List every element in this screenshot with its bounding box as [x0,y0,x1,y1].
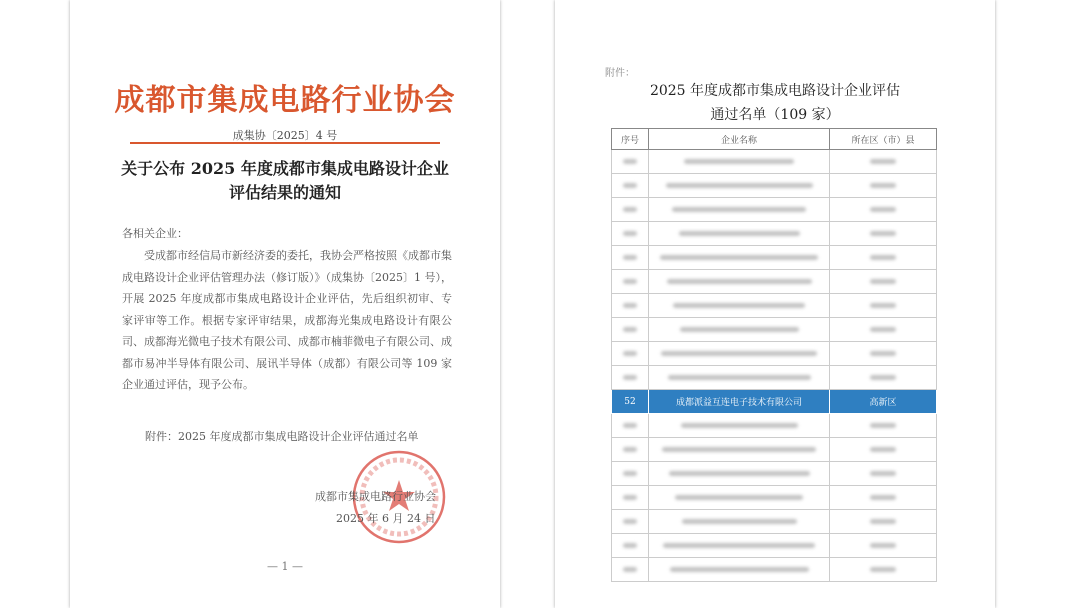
header-no: 序号 [612,129,649,150]
redacted-text [623,327,637,332]
table-row [612,558,937,582]
redacted-text [870,423,896,428]
blurred-cell [649,534,830,558]
blurred-cell [649,342,830,366]
redacted-text [623,351,637,356]
blurred-cell [612,270,649,294]
blurred-cell [830,270,937,294]
blurred-cell [830,414,937,438]
redacted-text [870,351,896,356]
blurred-cell [649,222,830,246]
redacted-text [673,303,805,308]
table-row [612,174,937,198]
table-row [612,486,937,510]
redacted-text [870,471,896,476]
blurred-cell [649,270,830,294]
redacted-text [623,567,637,572]
redacted-text [672,207,806,212]
blurred-cell [649,150,830,174]
blurred-cell [612,246,649,270]
table-row [612,150,937,174]
redacted-text [668,375,811,380]
redacted-text [870,303,896,308]
blurred-cell [612,294,649,318]
redacted-text [623,375,637,380]
redacted-text [623,279,637,284]
redacted-text [870,543,896,548]
blurred-cell [612,174,649,198]
blurred-cell [830,366,937,390]
blurred-cell [612,462,649,486]
notice-page [70,0,500,608]
redacted-text [680,327,799,332]
redacted-text [870,519,896,524]
table-row [612,438,937,462]
redacted-text [623,183,637,188]
blurred-cell [612,342,649,366]
blurred-cell [830,222,937,246]
blurred-cell [612,150,649,174]
title-line-2: 评估结果的通知 [228,183,341,202]
list-title-1: 2025 年度成都市集成电路设计企业评估 [649,83,901,99]
redacted-text [623,159,637,164]
redacted-text [623,495,637,500]
redacted-text [623,231,637,236]
list-title-2: 通过名单（109 家） [710,107,840,123]
blurred-cell [830,534,937,558]
blurred-cell [830,294,937,318]
redacted-text [684,159,794,164]
redacted-text [870,495,896,500]
blurred-cell [612,486,649,510]
blurred-cell [830,174,937,198]
redacted-text [623,519,637,524]
redacted-text [623,423,637,428]
redacted-text [870,567,896,572]
table-row [612,390,937,414]
notice-title [110,157,460,205]
attachment-page [555,0,995,608]
blurred-cell [649,510,830,534]
highlight-district: 高新区 [830,390,937,414]
table-row [612,246,937,270]
redacted-text [682,519,797,524]
table-row [612,198,937,222]
blurred-cell [649,438,830,462]
table-row [612,366,937,390]
blurred-cell [830,510,937,534]
page-number: — 1 — [267,560,303,573]
redacted-text [660,255,818,260]
doc-number: 成集协〔2025〕4 号 [232,129,338,142]
blurred-cell [612,366,649,390]
table-row [612,534,937,558]
redacted-text [623,447,637,452]
signature: 成都市集成电路行业协会 [315,490,436,503]
attachment-label: 附件： [605,68,635,79]
blurred-cell [649,198,830,222]
org-letterhead: 成都市集成电路行业协会 [114,83,456,118]
blurred-cell [830,558,937,582]
table-row [612,414,937,438]
table-row [612,462,937,486]
redacted-text [669,471,810,476]
blurred-cell [649,486,830,510]
blurred-cell [612,510,649,534]
redacted-text [667,279,812,284]
header-name: 企业名称 [649,129,830,150]
blurred-cell [612,534,649,558]
redacted-text [623,255,637,260]
blurred-cell [612,438,649,462]
redacted-text [870,279,896,284]
blurred-cell [830,150,937,174]
redacted-text [870,183,896,188]
redacted-text [870,375,896,380]
company-table [611,128,937,582]
blurred-cell [649,246,830,270]
table-row [612,318,937,342]
redacted-text [663,543,815,548]
blurred-cell [612,318,649,342]
blurred-cell [830,462,937,486]
blurred-cell [612,414,649,438]
blurred-cell [830,342,937,366]
blurred-cell [649,558,830,582]
issue-date: 2025 年 6 月 24 日 [336,512,436,525]
table-row [612,222,937,246]
highlight-name: 成都派益互连电子技术有限公司 [649,390,830,414]
table-row [612,342,937,366]
redacted-text [623,207,637,212]
blurred-cell [612,198,649,222]
redacted-text [623,303,637,308]
blurred-cell [830,318,937,342]
blurred-cell [830,438,937,462]
blurred-cell [649,462,830,486]
blurred-cell [649,414,830,438]
highlight-no: 52 [612,390,649,414]
redacted-text [870,207,896,212]
table-row [612,510,937,534]
blurred-cell [649,366,830,390]
blurred-cell [612,222,649,246]
title-line-1: 关于公布 2025 年度成都市集成电路设计企业 [121,159,449,178]
blurred-cell [649,294,830,318]
redacted-text [623,543,637,548]
blurred-cell [830,198,937,222]
blurred-cell [649,174,830,198]
redacted-text [623,471,637,476]
redacted-text [679,231,800,236]
notice-body: 受成都市经信局市新经济委的委托，我协会严格按照《成都市集成电路设计企业评估管理办法（修订版）》（成集协〔2025〕1 号），开展 2025 年度成都市集成电路设计企业评估，先后组织初审、专家评审等工作。根据专家评审结果，成都海光集成电路设计有限公司、成都海光微电子技术有限公司、成都市楠菲微电子有限公司、成都市易冲半导体有限公司、展讯半导体（成都）有限公司等 109 家企业通过评估，现予公布。 [122,249,452,391]
redacted-text [666,183,813,188]
salutation: 各相关企业： [122,227,188,240]
attachment-note: 附件：2025 年度成都市集成电路设计企业评估通过名单 [145,430,419,443]
blurred-cell [649,318,830,342]
redacted-text [870,231,896,236]
blurred-cell [612,558,649,582]
blurred-cell [830,486,937,510]
redacted-text [870,447,896,452]
redacted-text [670,567,809,572]
redacted-text [662,447,816,452]
redacted-text [870,159,896,164]
redacted-text [870,327,896,332]
blurred-cell [830,246,937,270]
redacted-text [870,255,896,260]
redacted-text [661,351,817,356]
letterhead-divider [130,142,440,144]
table-row [612,270,937,294]
redacted-text [675,495,803,500]
header-district: 所在区（市）县 [830,129,937,150]
table-row [612,294,937,318]
redacted-text [681,423,798,428]
